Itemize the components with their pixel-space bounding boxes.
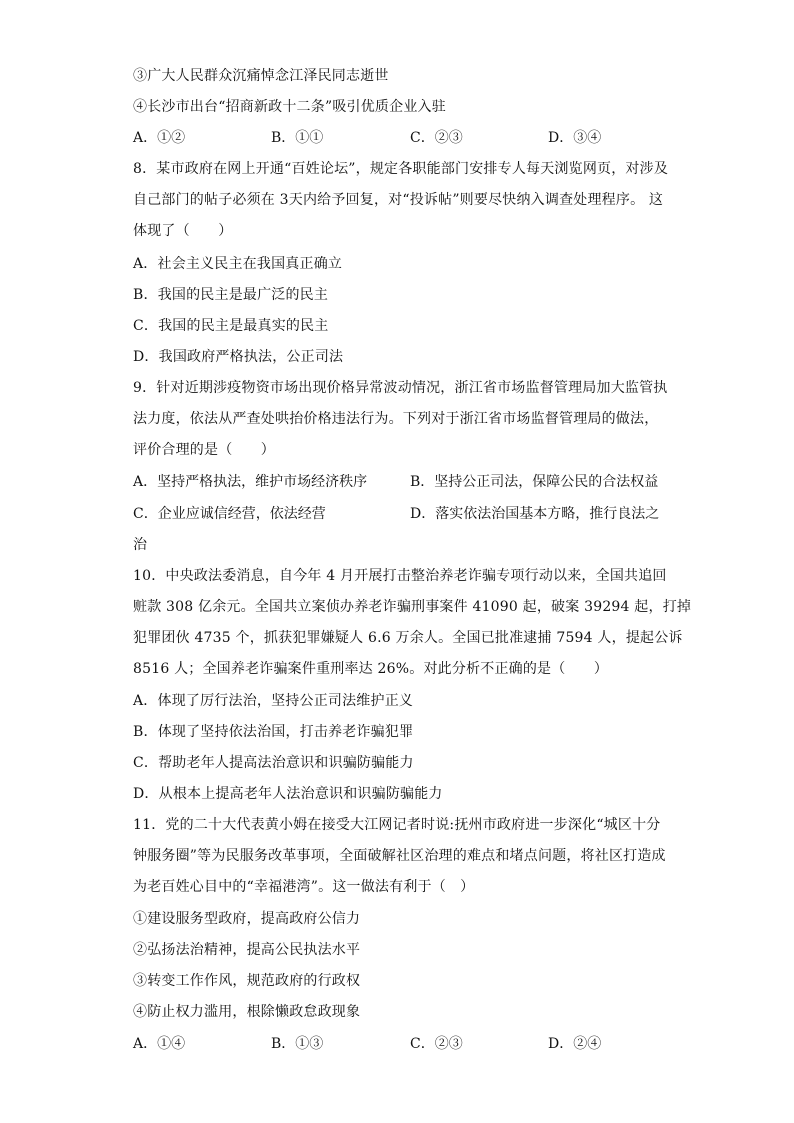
q10-option-d[interactable]: D．从根本上提高老年人法治意识和识骗防骗能力 <box>133 786 443 802</box>
q10-stem-line-3: 犯罪团伙 4735 个，抓获犯罪嫌疑人 6.6 万余人。全国已批准逮捕 7594 人，提起公诉 <box>133 630 683 646</box>
q10-stem-line-1: 10．中央政法委消息，自今年 4 月开展打击整治养老诈骗专项行动以来，全国共追回 <box>133 568 667 584</box>
q10-stem-line-4: 8516 人；全国养老诈骗案件重刑率达 26%。对此分析不正确的是（ ） <box>133 661 609 677</box>
q10-option-a[interactable]: A．体现了厉行法治，坚持公正司法维护正义 <box>133 693 414 709</box>
q10-stem-line-2: 赃款 308 亿余元。全国共立案侦办养老诈骗刑事案件 41090 起，破案 39294 起，打掉 <box>133 599 692 615</box>
q9-option-a[interactable]: A．坚持严格执法，维护市场经济秩序 <box>133 474 368 490</box>
q10-option-b[interactable]: B．体现了坚持依法治国，打击养老诈骗犯罪 <box>133 724 414 740</box>
q8-stem-line-1: 8．某市政府在网上开通“百姓论坛”，规定各职能部门安排专人每天浏览网页，对涉及 <box>133 161 669 177</box>
q11-option-a[interactable]: A．①④ <box>133 1036 186 1052</box>
q11-item-3: ③转变工作作风，规范政府的行政权 <box>133 973 361 989</box>
q7-item-4: ④长沙市出台“招商新政十二条”吸引优质企业入驻 <box>133 99 446 115</box>
q11-stem-line-2: 钟服务圈”等为民服务改革事项，全面破解社区治理的难点和堵点问题，将社区打造成 <box>133 848 666 864</box>
q8-option-b[interactable]: B．我国的民主是最广泛的民主 <box>133 287 329 303</box>
q9-option-d[interactable]: D．落实依法治国基本方略，推行良法之 <box>410 506 660 522</box>
q8-option-a[interactable]: A．社会主义民主在我国真正确立 <box>133 256 343 272</box>
q9-stem-line-2: 法力度，依法从严查处哄抬价格违法行为。下列对于浙江省市场监督管理局的做法， <box>133 411 659 427</box>
q11-option-b[interactable]: B．①③ <box>271 1036 324 1052</box>
q9-stem-line-1: 9．针对近期涉疫物资市场出现价格异常波动情况，浙江省市场监督管理局加大监管执 <box>133 380 668 396</box>
q11-item-4: ④防止权力滥用，根除懒政怠政现象 <box>133 1004 361 1020</box>
q7-option-d[interactable]: D．③④ <box>548 130 602 146</box>
q9-stem-line-3: 评价合理的是（ ） <box>133 442 275 458</box>
q8-stem-line-2: 自己部门的帖子必须在 3天内给予回复，对“投诉帖”则要尽快纳入调查处理程序。 这 <box>133 192 664 208</box>
q11-option-c[interactable]: C．②③ <box>410 1036 463 1052</box>
q7-item-3: ③广大人民群众沉痛悼念江泽民同志逝世 <box>133 68 389 84</box>
q11-option-d[interactable]: D．②④ <box>548 1036 602 1052</box>
q11-stem-line-1: 11．党的二十大代表黄小姆在接受大江网记者时说:抚州市政府进一步深化“城区十分 <box>133 817 661 833</box>
q7-option-b[interactable]: B．①① <box>271 130 324 146</box>
q9-option-d-wrap: 治 <box>133 537 148 553</box>
q11-item-1: ①建设服务型政府，提高政府公信力 <box>133 911 361 927</box>
q11-item-2: ②弘扬法治精神，提高公民执法水平 <box>133 942 361 958</box>
q7-option-a[interactable]: A．①② <box>133 130 186 146</box>
q8-stem-line-3: 体现了（ ） <box>133 223 233 239</box>
q10-option-c[interactable]: C．帮助老年人提高法治意识和识骗防骗能力 <box>133 755 414 771</box>
q7-option-c[interactable]: C．②③ <box>410 130 463 146</box>
q8-option-c[interactable]: C．我国的民主是最真实的民主 <box>133 318 329 334</box>
q9-option-b[interactable]: B．坚持公正司法，保障公民的合法权益 <box>410 474 659 490</box>
q8-option-d[interactable]: D．我国政府严格执法，公正司法 <box>133 349 344 365</box>
q11-stem-line-3: 为老百姓心目中的“幸福港湾”。这一做法有利于（ ） <box>133 879 475 895</box>
q9-option-c[interactable]: C．企业应诚信经营，依法经营 <box>133 506 326 522</box>
